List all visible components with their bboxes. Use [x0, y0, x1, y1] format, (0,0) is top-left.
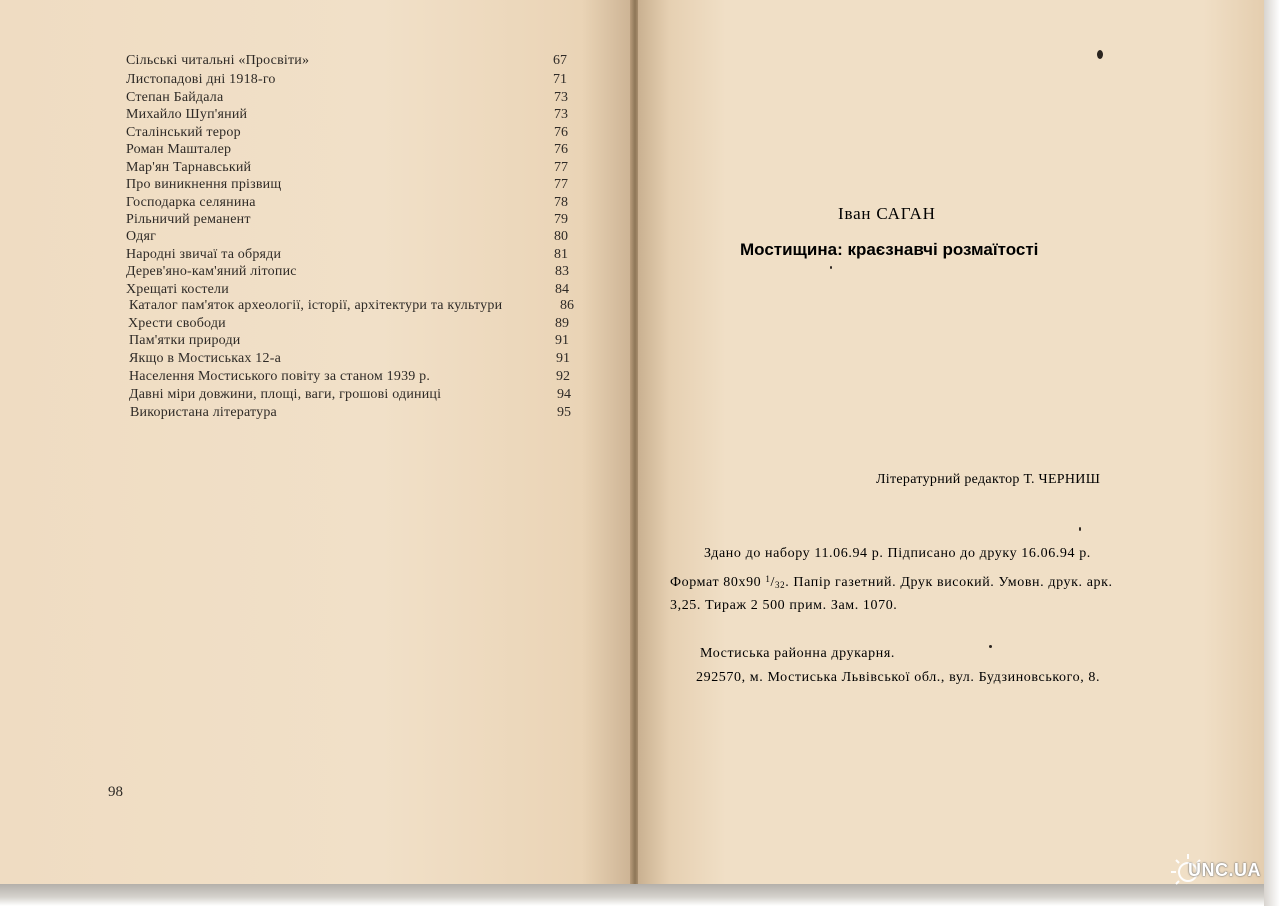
- toc-entry: [126, 228, 568, 246]
- toc-entry: [129, 386, 571, 404]
- toc-entry-title: Сталінський терор: [126, 125, 241, 140]
- author-name: Іван САГАН: [838, 204, 936, 223]
- toc-entry-title: Народні звичаї та обряди: [126, 247, 282, 262]
- printer-name: Мостиська районна друкарня.: [700, 646, 895, 661]
- toc-entry-page: 81: [554, 247, 568, 262]
- toc-entry-title: Степан Байдала: [126, 90, 224, 105]
- format-fraction-numerator: 1: [765, 574, 771, 584]
- left-page: [0, 0, 632, 886]
- toc-entry-page: 71: [553, 72, 567, 87]
- toc-entry: [129, 368, 570, 386]
- toc-entry: [129, 332, 569, 350]
- toc-entry-title: Роман Машталер: [126, 142, 232, 157]
- imprint-line-submission: Здано до набору 11.06.94 р. Підписано до друку 16.06.94 р.: [704, 546, 1091, 561]
- toc-entry: [126, 263, 569, 281]
- toc-entry-title: Листопадові дні 1918-го: [126, 72, 276, 87]
- toc-entry: [126, 194, 568, 212]
- toc-entry-page: 95: [557, 405, 571, 420]
- ink-speck: [830, 266, 832, 269]
- toc-entry: [126, 246, 568, 264]
- toc-entry-page: 84: [555, 282, 569, 297]
- imprint-line-circulation: 3,25. Тираж 2 500 прим. Зам. 1070.: [670, 598, 898, 613]
- toc-entry-page: 77: [554, 160, 568, 175]
- toc-entry-title: Одяг: [126, 229, 157, 244]
- toc-entry-title: Населення Мостиського повіту за станом 1939 р.: [129, 369, 431, 384]
- format-label: Формат 80х90: [670, 575, 762, 590]
- ink-speck: [1079, 527, 1081, 531]
- printer-address: 292570, м. Мостиська Львівської обл., вул. Будзиновського, 8.: [696, 670, 1101, 685]
- toc-entry-title: Михайло Шуп'яний: [126, 107, 248, 122]
- toc-entry-title: Мар'ян Тарнавський: [126, 160, 252, 175]
- toc-entry-title: Хрещаті костели: [126, 282, 229, 297]
- format-details: . Папір газетний. Друк високий. Умовн. друк. арк.: [785, 575, 1113, 590]
- toc-entry-page: 76: [554, 125, 568, 140]
- toc-entry-title: Господарка селянина: [126, 195, 256, 210]
- toc-entry: [129, 297, 574, 315]
- toc-entry-page: 94: [557, 387, 571, 402]
- toc-entry-title: Сільські читальні «Просвіти»: [126, 53, 310, 68]
- toc-entry: [126, 176, 568, 194]
- toc-entry-title: Використана література: [130, 405, 277, 420]
- toc-entry-page: 83: [555, 264, 569, 279]
- scan-right-edge: [1264, 0, 1280, 906]
- toc-entry-title: Про виникнення прізвищ: [126, 177, 282, 192]
- toc-entry: [129, 350, 570, 368]
- toc-entry: [126, 106, 568, 124]
- toc-entry-page: 73: [554, 90, 568, 105]
- toc-entry-page: 76: [554, 142, 568, 157]
- ink-speck: [989, 645, 992, 648]
- toc-entry-page: 91: [555, 333, 569, 348]
- toc-entry: [126, 89, 568, 107]
- toc-entry: [128, 315, 569, 333]
- toc-entry-page: 86: [560, 298, 574, 313]
- toc-entry-page: 92: [556, 369, 570, 384]
- toc-entry-page: 80: [554, 229, 568, 244]
- toc-entry: [126, 71, 567, 89]
- book-title: Мостищина: краєзнавчі розмаїтості: [740, 240, 1039, 259]
- unc-watermark: [1168, 848, 1272, 892]
- toc-entry-title: Хрести свободи: [128, 316, 226, 331]
- imprint-line-format: Формат 80х90 $^1$/32. Папір газетний. Друк високий. Умовн. друк. арк.: [670, 574, 1113, 590]
- toc-entry-page: 67: [553, 53, 567, 68]
- toc-entry-page: 73: [554, 107, 568, 122]
- toc-entry: [126, 211, 568, 229]
- toc-entry-page: 77: [554, 177, 568, 192]
- ink-speck: [1097, 50, 1103, 59]
- toc-entry: [130, 404, 571, 422]
- toc-entry-title: Давні міри довжини, площі, ваги, грошові одиниці: [129, 387, 442, 402]
- watermark-text: UNC.UA: [1188, 860, 1261, 880]
- toc-entry-page: 79: [554, 212, 568, 227]
- scan-bottom-shadow: [0, 884, 1268, 906]
- toc-entry-title: Каталог пам'яток археології, історії, архітектури та культури: [129, 298, 503, 313]
- format-fraction-denominator: 32: [775, 580, 786, 590]
- literary-editor: Літературний редактор Т. ЧЕРНИШ: [876, 472, 1101, 487]
- toc-entry: [126, 159, 568, 177]
- page-number: 98: [108, 784, 123, 800]
- toc-entry-page: 89: [555, 316, 569, 331]
- toc-entry-page: 91: [556, 351, 570, 366]
- toc-entry: [126, 124, 568, 142]
- toc-entry: [126, 141, 568, 159]
- toc-entry-title: Дерев'яно-кам'яний літопис: [126, 264, 297, 279]
- toc-entry-title: Рільничий реманент: [126, 212, 251, 227]
- toc-entry: [126, 52, 567, 70]
- toc-entry-title: Якщо в Мостиськах 12-а: [129, 351, 281, 366]
- right-page: [638, 0, 1266, 886]
- toc-entry-page: 78: [554, 195, 568, 210]
- toc-entry-title: Пам'ятки природи: [129, 333, 241, 348]
